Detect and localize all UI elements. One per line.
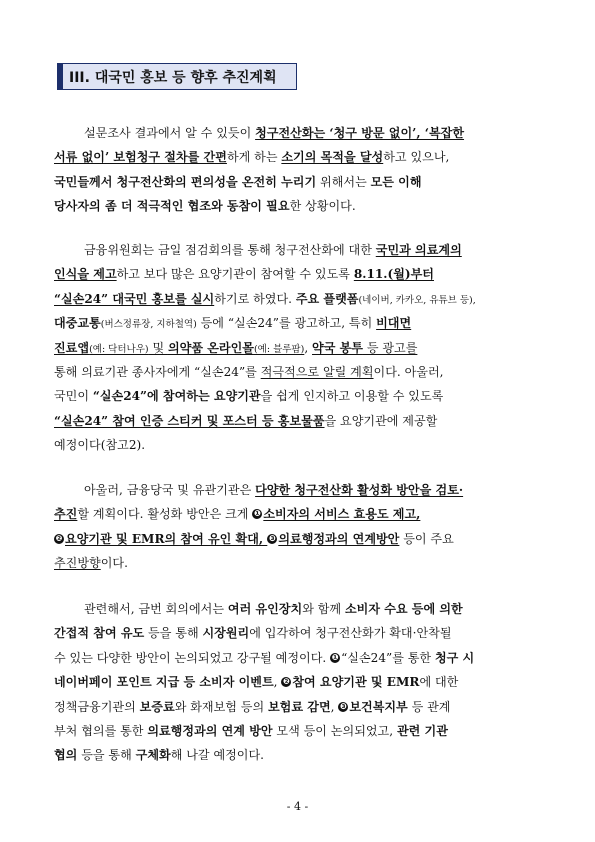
line: 진료앱(예: 닥터나우) 및 의약품 온라인몰(예: 블루팜), 약국 봉투 등 광고를 bbox=[54, 340, 418, 355]
line: ❷ 요양기관 및 EMR의 참여 유인 확대, ❸ 의료행정과의 연계방안 등이 주요 bbox=[55, 531, 454, 546]
line: “실손24” 대국민 홍보를 실시하기로 하였다. 주요 플랫폼(네이버, 카카오, 유튜브 등), bbox=[54, 291, 476, 306]
line: 국민이 “실손24”에 참여하는 요양기관을 쉽게 인지하고 이용할 수 있도록 bbox=[54, 389, 444, 404]
line: 설문조사 결과에서 알 수 있듯이 청구전산화는 ‘청구 방문 없이’, ‘복잡한 bbox=[84, 126, 465, 140]
line: 추진할 계획이다. 활성화 방안은 크게 ❶ 소비자의 서비스 효용도 제고, bbox=[54, 507, 421, 522]
title-accent-bar bbox=[58, 64, 63, 89]
line: 국민들께서 청구전산화의 편의성을 온전히 누리기 위해서는 모든 이해 bbox=[54, 174, 422, 189]
paragraph-3 bbox=[54, 478, 542, 576]
line: 수 있는 다양한 방안이 논의되었고 강구될 예정이다. ❶ “실손24”를 통한 청구 시 bbox=[54, 650, 475, 665]
line: 추진방향이다. bbox=[54, 556, 128, 571]
number-2-icon: ❷ bbox=[282, 677, 290, 687]
line: 통해 의료기관 종사자에게 “실손24”를 적극적으로 알릴 계획이다. 아울러, bbox=[54, 364, 444, 379]
line: 협의 등을 통해 구체화해 나갈 예정이다. bbox=[54, 748, 265, 763]
number-3-icon: ❸ bbox=[268, 533, 276, 543]
page-number: - 4 - bbox=[286, 800, 309, 813]
line: 금융위원회는 금일 점검회의를 통해 청구전산화에 대한 국민과 의료계의 bbox=[84, 243, 462, 257]
line: “실손24” 참여 인증 스티커 및 포스터 등 홍보물품을 요양기관에 제공할 bbox=[54, 413, 438, 428]
section-title-text: III. 대국민 홍보 등 향후 추진계획 bbox=[69, 69, 277, 86]
line: 예정이다(참고2). bbox=[54, 438, 146, 453]
paragraph-4 bbox=[54, 597, 542, 768]
line: 인식을 제고하고 보다 많은 요양기관이 참여할 수 있도록 8.11.(월)부터 bbox=[54, 267, 434, 282]
line: 서류 없이’ 보험청구 절차를 간편하게 하는 소기의 목적을 달성하고 있으나, bbox=[54, 150, 450, 165]
paragraph-2 bbox=[54, 238, 542, 458]
line: 관련해서, 금번 회의에서는 여러 유인장치와 함께 소비자 수요 등에 의한 bbox=[84, 602, 463, 616]
line: 부처 협의를 통한 의료행정과의 연계 방안 모색 등이 논의되었고, 관련 기관 bbox=[54, 723, 448, 738]
line: 아울러, 금융당국 및 유관기관은 다양한 청구전산화 활성화 방안을 검토· bbox=[84, 483, 464, 497]
line: 네이버페이 포인트 지급 등 소비자 이벤트, ❷ 참여 요양기관 및 EMR에 대한 bbox=[54, 675, 459, 690]
number-1-icon: ❶ bbox=[253, 509, 261, 519]
line: 당사자의 좀 더 적극적인 협조와 동참이 필요한 상황이다. bbox=[54, 199, 356, 214]
line: 간접적 참여 유도 등을 통해 시장원리에 입각하여 청구전산화가 확대·안착될 bbox=[54, 626, 452, 641]
number-1-icon: ❶ bbox=[331, 652, 339, 662]
line: 대중교통(버스정류장, 지하철역) 등에 “실손24”를 광고하고, 특히 비대면 bbox=[54, 316, 412, 331]
number-3-icon: ❸ bbox=[339, 701, 347, 711]
paragraph-1 bbox=[54, 121, 542, 219]
section-title bbox=[57, 63, 297, 90]
number-2-icon: ❷ bbox=[55, 533, 63, 543]
line: 정책금융기관의 보증료와 화재보험 등의 보험료 감면, ❸ 보건복지부 등 관계 bbox=[54, 699, 451, 714]
